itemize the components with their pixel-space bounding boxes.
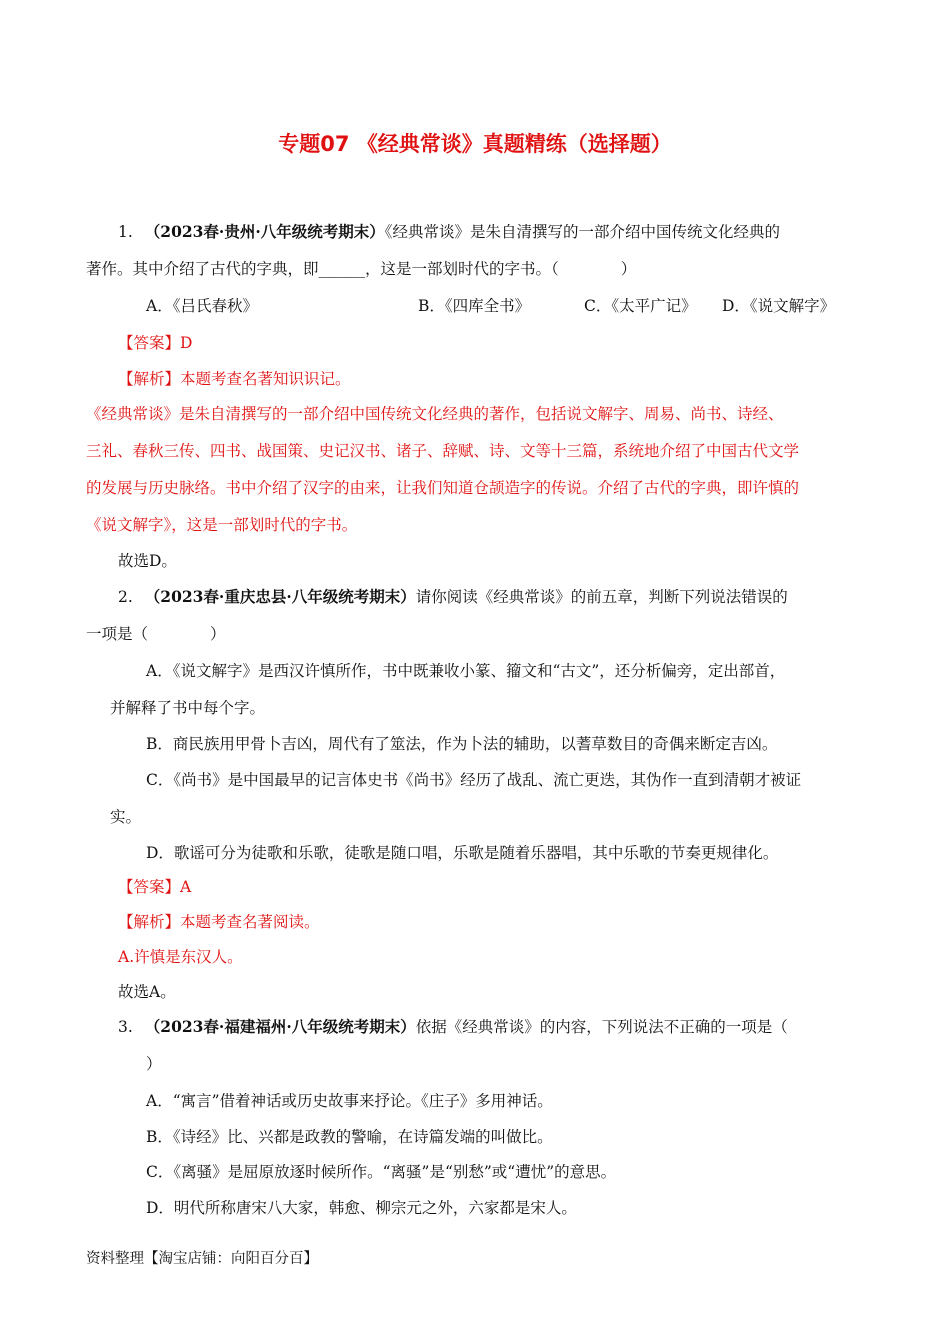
q2-choose: 故选A。 bbox=[118, 983, 176, 1001]
q1-explanation-line3: 的发展与历史脉络。书中介绍了汉字的由来，让我们知道仓颉造字的传说。介绍了古代的字典，即许慎的 bbox=[86, 479, 800, 497]
q3-stem1: 依据《经典常谈》的内容，下列说法不正确的一项是（ bbox=[415, 1018, 788, 1036]
q2-number: 2. bbox=[118, 588, 133, 606]
q2-option-b: B．商民族用甲骨卜吉凶，周代有了筮法，作为卜法的辅助，以蓍草数目的奇偶来断定吉凶。 bbox=[146, 735, 778, 753]
q2-analysis-text: 本题考查名著阅读。 bbox=[180, 913, 320, 931]
q3-stem-line2: ） bbox=[146, 1055, 162, 1073]
q2-option-c-line1: C．《尚书》是中国最早的记言体史书《尚书》经历了战乱、流亡更迭，其伪作一直到清朝才被证 bbox=[146, 771, 802, 789]
q1-analysis-label: 【解析】 bbox=[118, 370, 181, 388]
q1-answer-value: D bbox=[180, 334, 193, 352]
q1-explanation-line1: 《经典常谈》是朱自清撰写的一部介绍中国传统文化经典的著作，包括说文解字、周易、尚书、诗经、 bbox=[86, 405, 784, 423]
q3-stem-line1 bbox=[118, 1016, 788, 1038]
q1-option-d: D．《说文解字》 bbox=[722, 297, 836, 315]
q2-analysis-label: 【解析】 bbox=[118, 913, 181, 931]
q3-source: （2023春·福建福州·八年级统考期末） bbox=[144, 1017, 416, 1036]
q1-number: 1. bbox=[118, 223, 133, 241]
q3-option-d: D．明代所称唐宋八大家，韩愈、柳宗元之外，六家都是宋人。 bbox=[146, 1199, 577, 1217]
q1-analysis-text: 本题考查名著知识识记。 bbox=[180, 370, 351, 388]
q2-stem-line1 bbox=[118, 586, 788, 608]
q1-explanation-line4: 《说文解字》，这是一部划时代的字书。 bbox=[86, 516, 358, 534]
q1-answer-label: 【答案】 bbox=[118, 334, 181, 352]
q2-option-a-line2: 并解释了书中每个字。 bbox=[110, 699, 266, 717]
q1-option-c: C．《太平广记》 bbox=[584, 297, 697, 315]
q1-stem-line2: 著作。其中介绍了古代的字典，即______，这是一部划时代的字书。（ ） bbox=[86, 260, 637, 278]
q1-explanation-line2: 三礼、春秋三传、四书、战国策、史记汉书、诸子、辞赋、诗、文等十三篇，系统地介绍了中国古代文学 bbox=[86, 442, 800, 460]
q1-analysis bbox=[118, 368, 351, 390]
q1-option-a: A．《吕氏春秋》 bbox=[146, 297, 258, 315]
q1-answer bbox=[118, 332, 192, 354]
q3-option-c: C．《离骚》是屈原放逐时候所作。“离骚”是“别愁”或“遭忧”的意思。 bbox=[146, 1163, 617, 1181]
q2-option-a-line1: A．《说文解字》是西汉许慎所作，书中既兼收小篆、籀文和“古文”，还分析偏旁，定出部首， bbox=[146, 662, 786, 680]
q2-option-c-line2: 实。 bbox=[110, 808, 142, 826]
q2-answer-label: 【答案】 bbox=[118, 878, 181, 896]
q3-option-b: B．《诗经》比、兴都是政教的警喻，在诗篇发端的叫做比。 bbox=[146, 1128, 553, 1146]
q3-number: 3. bbox=[118, 1018, 133, 1036]
q2-explanation: A.许慎是东汉人。 bbox=[118, 948, 243, 966]
q2-source: （2023春·重庆忠县·八年级统考期末） bbox=[144, 587, 416, 606]
q1-stem-line1 bbox=[118, 221, 780, 243]
q2-stem1: 请你阅读《经典常谈》的前五章，判断下列说法错误的 bbox=[415, 588, 788, 606]
q1-source: （2023春·贵州·八年级统考期末） bbox=[144, 222, 385, 241]
q2-option-d: D．歌谣可分为徒歌和乐歌，徒歌是随口唱，乐歌是随着乐器唱，其中乐歌的节奏更规律化。 bbox=[146, 844, 779, 862]
q2-stem-line2: 一项是（ ） bbox=[86, 625, 226, 643]
q1-stem1: 《经典常谈》是朱自清撰写的一部介绍中国传统文化经典的 bbox=[384, 223, 780, 241]
q3-option-a: A．“寓言”借着神话或历史故事来抒论。《庄子》多用神话。 bbox=[146, 1092, 553, 1110]
page-title: 专题07 《经典常谈》真题精练（选择题） bbox=[278, 132, 672, 156]
q2-answer-value: A bbox=[180, 878, 192, 896]
q2-analysis bbox=[118, 911, 320, 933]
q2-answer bbox=[118, 876, 191, 898]
q1-option-b: B．《四库全书》 bbox=[418, 297, 531, 315]
q1-choose: 故选D。 bbox=[118, 552, 177, 570]
footer-credit: 资料整理【淘宝店铺：向阳百分百】 bbox=[86, 1251, 318, 1267]
